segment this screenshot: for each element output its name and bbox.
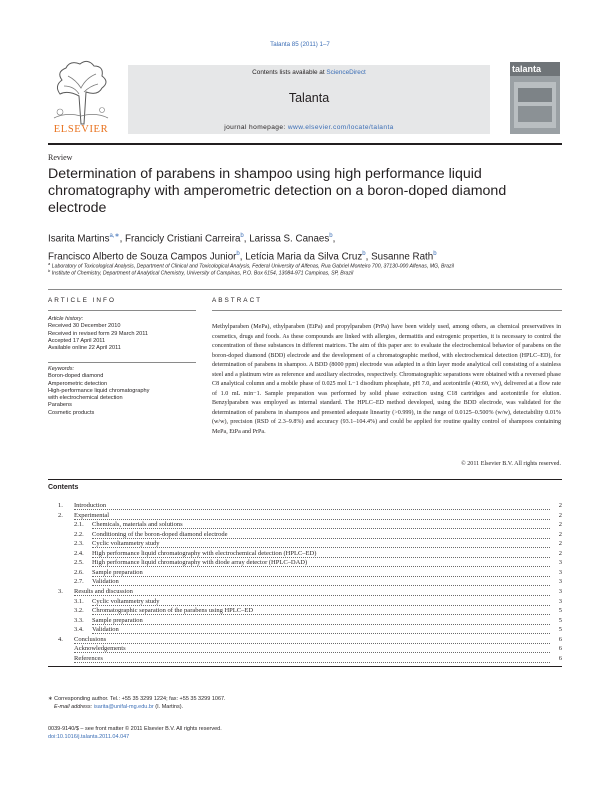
cover-title: talanta <box>512 64 542 74</box>
toc-leader-dots <box>92 605 550 606</box>
article-history <box>48 316 198 352</box>
toc-page-number: 3 <box>552 588 562 595</box>
toc-page-number: 6 <box>552 636 562 643</box>
toc-page-number: 5 <box>552 607 562 614</box>
abstract-rule <box>212 310 562 311</box>
toc-label[interactable]: References <box>74 654 103 662</box>
toc-leader-dots <box>92 528 550 529</box>
header-rule <box>48 143 562 145</box>
toc-label[interactable]: Chromatographic separation of the parabens using HPLC–ED <box>92 607 254 615</box>
journal-citation[interactable]: Talanta 85 (2011) 1–7 <box>270 41 330 48</box>
author-list: Isarita Martins$^{a,∗}$, Francicly Cristiani Carreira$^b$, Larissa S. Canaes$^b$, Francisco Alberto de Souza Campos Junior$^b$, Letícia Maria da Silva Cruz$^b$, Susanne Rath$^b$ <box>48 233 437 263</box>
toc-page-number: 6 <box>552 655 562 662</box>
toc-number: 3.2. <box>74 607 84 615</box>
toc-label[interactable]: Sample preparation <box>92 568 143 576</box>
abstract-text: Methylparaben (MePa), ethylparaben (EtPa) and propylparaben (PrPa) have been widely used, among others, as chemical preservatives in cosmetics, drugs and foods. As these compounds are linked with allergies, dermatitis and estrogenic properties, it is necessary to control the concentration of these substances in different matrices. The aim of this paper are: to evaluate the electrochemical behavior of parabens on the boron-doped diamond (BDD) electrode and the development of a chromatographic method, with electrochemical detection (HPLC–ED), for determination of parabens in shampoo. A BDD (8000 ppm) electrode was adapted in a thin layer mode analytical cell consisting of a stainless steel and a platinum wire as reference and auxiliary electrodes, respectively. Chromatographic separations were obtained with a reversed phase C8 analytical column and a mobile phase of 0.025 mol L−1 disodium phosphate, pH 7.0, and acetonitrile (40:60, v/v), delivered at a flow rate of 1.0 mL min−1. Sample preparation was performed by solid phase extraction using C18 cartridges and acetonitrile for elution. Benzylparaben was employed as internal standard. The HPLC–ED method developed, using the BDD electrode, was validated for the determination of parabens in shampoos and presented adequate linearity (>0.999), in the range of 0.0125–0.500% (w/w), detectability 0.01% (w/w), precision (RSD of 2.3–9.8%) and accuracy (93.1–104.4%) and could be applied for routine quality control of shampoos containing MePa, EtPa and PrPa. <box>212 324 561 435</box>
author-sup[interactable]: b <box>362 250 366 257</box>
toc-number: 3. <box>58 587 63 595</box>
journal-cover-image <box>510 62 560 134</box>
contents-bottom-rule <box>48 666 562 667</box>
toc-label[interactable]: Conclusions <box>74 635 107 643</box>
toc-label[interactable]: High performance liquid chromatography with diode array detector (HPLC–DAD) <box>92 559 308 567</box>
author-sup[interactable]: b <box>240 233 244 239</box>
corresponding-footnote <box>48 695 548 711</box>
toc-number: 2.4. <box>74 549 84 557</box>
author-sup[interactable]: b <box>236 250 240 257</box>
toc-label[interactable]: Validation <box>92 578 119 586</box>
toc-page-number: 2 <box>552 540 562 547</box>
toc-entry[interactable] <box>0 655 600 666</box>
toc-leader-dots <box>92 633 550 634</box>
author-name[interactable]: Susanne Rath <box>371 251 434 263</box>
author-sup[interactable]: b <box>329 233 333 239</box>
toc-label[interactable]: Acknowledgements <box>74 645 126 653</box>
homepage-link[interactable]: www.elsevier.com/locate/talanta <box>287 124 394 131</box>
toc-number: 2. <box>58 511 63 519</box>
journal-homepage-line <box>128 124 490 131</box>
toc-label[interactable]: Results and discussion <box>74 587 133 595</box>
author-name[interactable]: Francisco Alberto de Souza Campos Junior <box>48 251 237 263</box>
toc-label[interactable]: High performance liquid chromatography with electrochemical detection (HPLC–ED) <box>92 549 317 557</box>
toc-label[interactable]: Validation <box>92 626 119 634</box>
keyword-item: with electrochemical detection <box>48 395 123 402</box>
keyword-item: Cosmetic products <box>48 409 95 416</box>
author-name[interactable]: Larissa S. Canaes <box>249 233 330 245</box>
toc-number: 3.1. <box>74 597 84 605</box>
toc-leader-dots <box>74 662 550 663</box>
toc-page-number: 3 <box>552 559 562 566</box>
toc-leader-dots <box>92 547 550 548</box>
toc-label[interactable]: Cyclic voltammetry study <box>92 540 160 548</box>
toc-leader-dots <box>74 595 550 596</box>
email-suffix: (I. Martins). <box>153 704 184 710</box>
toc-number: 3.4. <box>74 626 84 634</box>
homepage-label: journal homepage: <box>224 124 288 131</box>
toc-leader-dots <box>92 566 550 567</box>
journal-title: Talanta <box>288 91 330 105</box>
toc-leader-dots <box>92 624 550 625</box>
keywords-rule <box>48 362 196 363</box>
toc-leader-dots <box>74 509 550 510</box>
toc-page-number: 2 <box>552 502 562 509</box>
doi-link[interactable]: doi:10.1016/j.talanta.2011.04.047 <box>48 734 130 740</box>
keywords <box>48 366 198 417</box>
toc-page-number: 2 <box>552 550 562 557</box>
toc-page-number: 2 <box>552 512 562 519</box>
toc-page-number: 5 <box>552 626 562 633</box>
toc-leader-dots <box>92 557 550 558</box>
abstract-heading: ABSTRACT <box>212 297 263 304</box>
author-name[interactable]: Isarita Martins <box>48 233 110 245</box>
keyword-item: Parabens <box>48 402 72 409</box>
toc-number: 4. <box>58 635 63 643</box>
contents-title: Contents <box>48 484 79 491</box>
toc-leader-dots <box>92 538 550 539</box>
toc-page-number: 3 <box>552 598 562 605</box>
article-info-rule <box>48 310 196 311</box>
author-sup[interactable]: a,∗ <box>109 233 120 239</box>
toc-page-number: 2 <box>552 531 562 538</box>
keywords-label: Keywords: <box>48 366 75 372</box>
toc-number: 2.6. <box>74 568 84 576</box>
toc-label[interactable]: Experimental <box>74 511 110 519</box>
keyword-item: High-performance liquid chromatography <box>48 387 150 394</box>
affiliation-b <box>48 268 558 277</box>
toc-number: 3.3. <box>74 616 84 624</box>
elsevier-wordmark: ELSEVIER <box>53 124 109 135</box>
copyright: © 2011 Elsevier B.V. All rights reserved. <box>461 461 561 467</box>
toc-page-number: 3 <box>552 578 562 585</box>
corresponding-author: ∗ Corresponding author. Tel.: +55 35 3299 1224; fax: +55 35 3299 1067. <box>48 696 226 702</box>
toc-leader-dots <box>92 585 550 586</box>
history-item: Received 30 December 2010 <box>48 323 121 330</box>
toc-leader-dots <box>74 643 550 644</box>
toc-leader-dots <box>74 519 550 520</box>
toc-number: 2.7. <box>74 578 84 586</box>
contents-prefix: Contents lists available at <box>252 69 327 76</box>
email-label: E-mail address: <box>54 704 94 710</box>
author-sup[interactable]: b <box>433 250 437 257</box>
issn-block <box>48 725 448 741</box>
author-name[interactable]: Letícia Maria da Silva Cruz <box>245 251 363 263</box>
article-type: Review <box>48 153 73 162</box>
toc-number: 2.1. <box>74 521 84 529</box>
toc-number: 2.5. <box>74 559 84 567</box>
keyword-item: Amperometric detection <box>48 380 108 387</box>
toc-leader-dots <box>74 652 550 653</box>
author-name[interactable]: Francicly Cristiani Carreira <box>125 233 241 245</box>
contents-available-line <box>128 69 490 76</box>
contents-top-rule <box>48 479 562 480</box>
history-item: Available online 22 April 2011 <box>48 345 121 352</box>
history-label: Article history: <box>48 316 84 322</box>
affiliation-sup: b <box>48 268 51 273</box>
article-info-heading: ARTICLE INFO <box>48 297 116 304</box>
article-title: Determination of parabens in shampoo using high performance liquid chromatography with amperometric detection on a boron-doped diamond electrode <box>48 166 507 216</box>
toc-page-number: 3 <box>552 569 562 576</box>
issn-line: 0039-9140/$ – see front matter © 2011 Elsevier B.V. All rights reserved. <box>48 726 222 732</box>
affiliation-sup: a <box>48 261 51 266</box>
toc-label[interactable]: Chemicals, materials and solutions <box>92 521 183 529</box>
toc-number: 1. <box>58 502 63 509</box>
toc-label[interactable]: Sample preparation <box>92 616 143 624</box>
toc-page-number: 2 <box>552 521 562 528</box>
toc-label[interactable]: Cyclic voltammetry study <box>92 597 160 605</box>
sciencedirect-link[interactable]: ScienceDirect <box>326 69 366 76</box>
toc-number: 2.2. <box>74 530 84 538</box>
toc-label[interactable]: Conditioning of the boron-doped diamond electrode <box>92 530 228 538</box>
toc-label[interactable]: Introduction <box>74 502 107 509</box>
affiliation-text: Laboratory of Toxicological Analysis, Department of Clinical and Toxicological Analysis, Federal University of Alfenas, Rua Gabriel Monteiro 700, 37130-000 Alfenas, MG, Brazil <box>51 263 454 270</box>
toc-leader-dots <box>92 614 550 615</box>
history-item: Accepted 17 April 2011 <box>48 337 106 344</box>
keyword-item: Boron-doped diamond <box>48 373 104 380</box>
section-rule <box>48 289 562 290</box>
history-item: Received in revised form 29 March 2011 <box>48 330 149 337</box>
toc-number: 2.3. <box>74 540 84 548</box>
toc-page-number: 6 <box>552 645 562 652</box>
email-link[interactable]: isarita@unifal-mg.edu.br <box>93 704 154 710</box>
affiliation-text: Institute of Chemistry, Department of Analytical Chemistry, University of Campinas, P.O. Box 6154, 13084-971 Campinas, SP, Brazil <box>51 270 354 277</box>
toc-page-number: 5 <box>552 617 562 624</box>
toc-leader-dots <box>92 576 550 577</box>
